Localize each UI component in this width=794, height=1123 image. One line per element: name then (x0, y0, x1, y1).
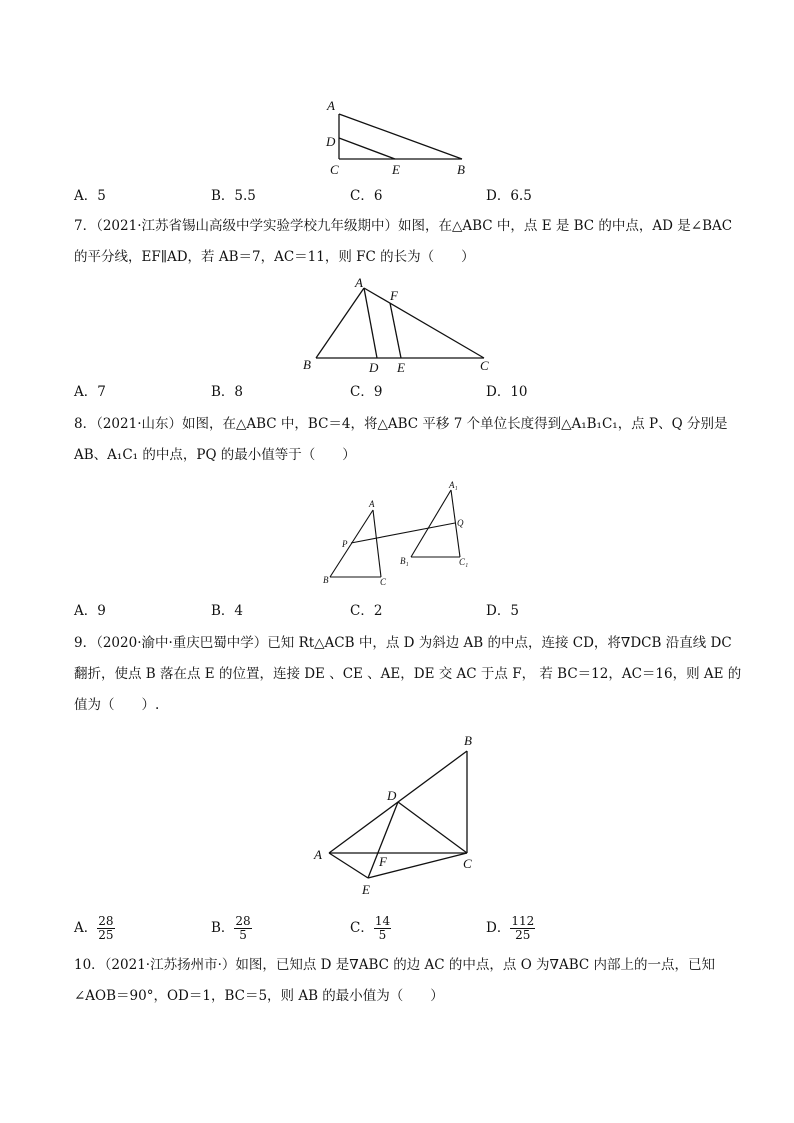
q10-question-line-1: 10．（2021·江苏扬州市·）如图，已知点 D 是∇ABC 的边 AC 的中点，点 O 为∇ABC 内部上的一点，已知 (74, 957, 716, 973)
fig8-label-b: B (323, 575, 329, 585)
fig9-segment-dc (398, 802, 467, 853)
fig8-label-b1: B₁ (400, 556, 409, 566)
fig7-label-b: B (303, 357, 311, 372)
fig7-label-e: E (397, 360, 405, 375)
q9-option-c-fraction: $\frac{14}{5}$ (374, 914, 391, 942)
fig6-label-e: E (392, 162, 400, 177)
q9-question-line-1: 9．（2020·渝中·重庆巴蜀中学）已知 Rt△ACB 中，点 D 为斜边 AB 的中点，连接 CD，将∇DCB 沿直线 DC (74, 635, 732, 651)
q8-option-a[interactable]: A．9 (74, 603, 106, 619)
fig8-label-q: Q (457, 518, 464, 528)
fig7-label-f: F (390, 288, 398, 303)
fig8-label-a1: A₁ (449, 480, 458, 490)
q6-option-b[interactable]: B．5.5 (211, 188, 256, 204)
q9-option-c-letter: C． (350, 920, 374, 936)
q9-option-d-letter: D． (486, 920, 511, 936)
fig9-label-f: F (379, 854, 387, 869)
q8-option-b[interactable]: B．4 (211, 603, 244, 619)
q9-question-line-3: 值为（ ）. (74, 697, 160, 713)
q9-option-a[interactable] (74, 915, 115, 942)
fig8-label-c: C (380, 577, 387, 587)
q6-option-d[interactable]: D．6.5 (486, 188, 532, 204)
fig7-label-c: C (480, 358, 489, 373)
fig7-label-d: D (369, 360, 379, 375)
fig9-label-b: B (464, 733, 472, 748)
q7-option-a[interactable]: A．7 (74, 384, 106, 400)
q7-question-line-1: 7．（2021·江苏省锡山高级中学实验学校九年级期中）如图，在△ABC 中，点 E 是 BC 的中点，AD 是∠BAC (74, 218, 733, 234)
q9-option-c[interactable] (350, 915, 391, 942)
q9-option-b-fraction: $\frac{28}{5}$ (235, 914, 251, 942)
q7-option-c[interactable]: C．9 (350, 384, 383, 400)
fig7-label-a: A (355, 275, 363, 290)
q10-question-line-2: ∠AOB＝90°，OD＝1，BC＝5，则 AB 的最小值为（ ） (74, 988, 444, 1004)
fig8-label-p: P (342, 539, 348, 549)
q6-option-a[interactable]: A．5 (74, 188, 106, 204)
q8-option-d[interactable]: D．5 (486, 603, 519, 619)
q9-option-d-fraction: $\frac{112}{25}$ (511, 914, 535, 942)
q9-option-a-fraction: $\frac{28}{25}$ (98, 914, 114, 942)
q7-option-b[interactable]: B．8 (211, 384, 244, 400)
q9-option-d[interactable] (486, 915, 535, 942)
q9-question-line-2: 翻折，使点 B 落在点 E 的位置，连接 DE 、CE 、AE，DE 交 AC 于点 F， 若 BC＝12，AC＝16，则 AE 的 (74, 666, 742, 682)
fig9-label-d: D (387, 788, 397, 803)
fig8-label-a: A (369, 499, 375, 509)
q6-option-c[interactable]: C．6 (350, 188, 383, 204)
q7-option-d[interactable]: D．10 (486, 384, 528, 400)
q8-question-line-2: AB、A₁C₁ 的中点，PQ 的最小值等于（ ） (74, 447, 356, 463)
fig9-label-c: C (463, 856, 472, 871)
fig6-label-a: A (327, 98, 335, 113)
q8-question-line-1: 8．（2021·山东）如图，在△ABC 中，BC＝4，将△ABC 平移 7 个单位长度得到△A₁B₁C₁，点 P、Q 分别是 (74, 416, 728, 432)
q7-question-line-2: 的平分线，EF∥AD，若 AB＝7，AC＝11，则 FC 的长为（ ） (74, 249, 475, 265)
fig6-label-d: D (326, 134, 336, 149)
fig6-label-c: C (330, 162, 339, 177)
q9-option-b[interactable] (211, 915, 252, 942)
q9-option-a-letter: A． (74, 920, 98, 936)
fig9-label-e: E (362, 882, 370, 897)
q9-option-b-letter: B． (211, 920, 235, 936)
q8-option-c[interactable]: C．2 (350, 603, 383, 619)
fig6-label-b: B (457, 162, 465, 177)
fig9-segment-ae (329, 853, 368, 878)
fig8-label-c1: C₁ (459, 557, 469, 567)
fig9-label-a: A (314, 847, 322, 862)
